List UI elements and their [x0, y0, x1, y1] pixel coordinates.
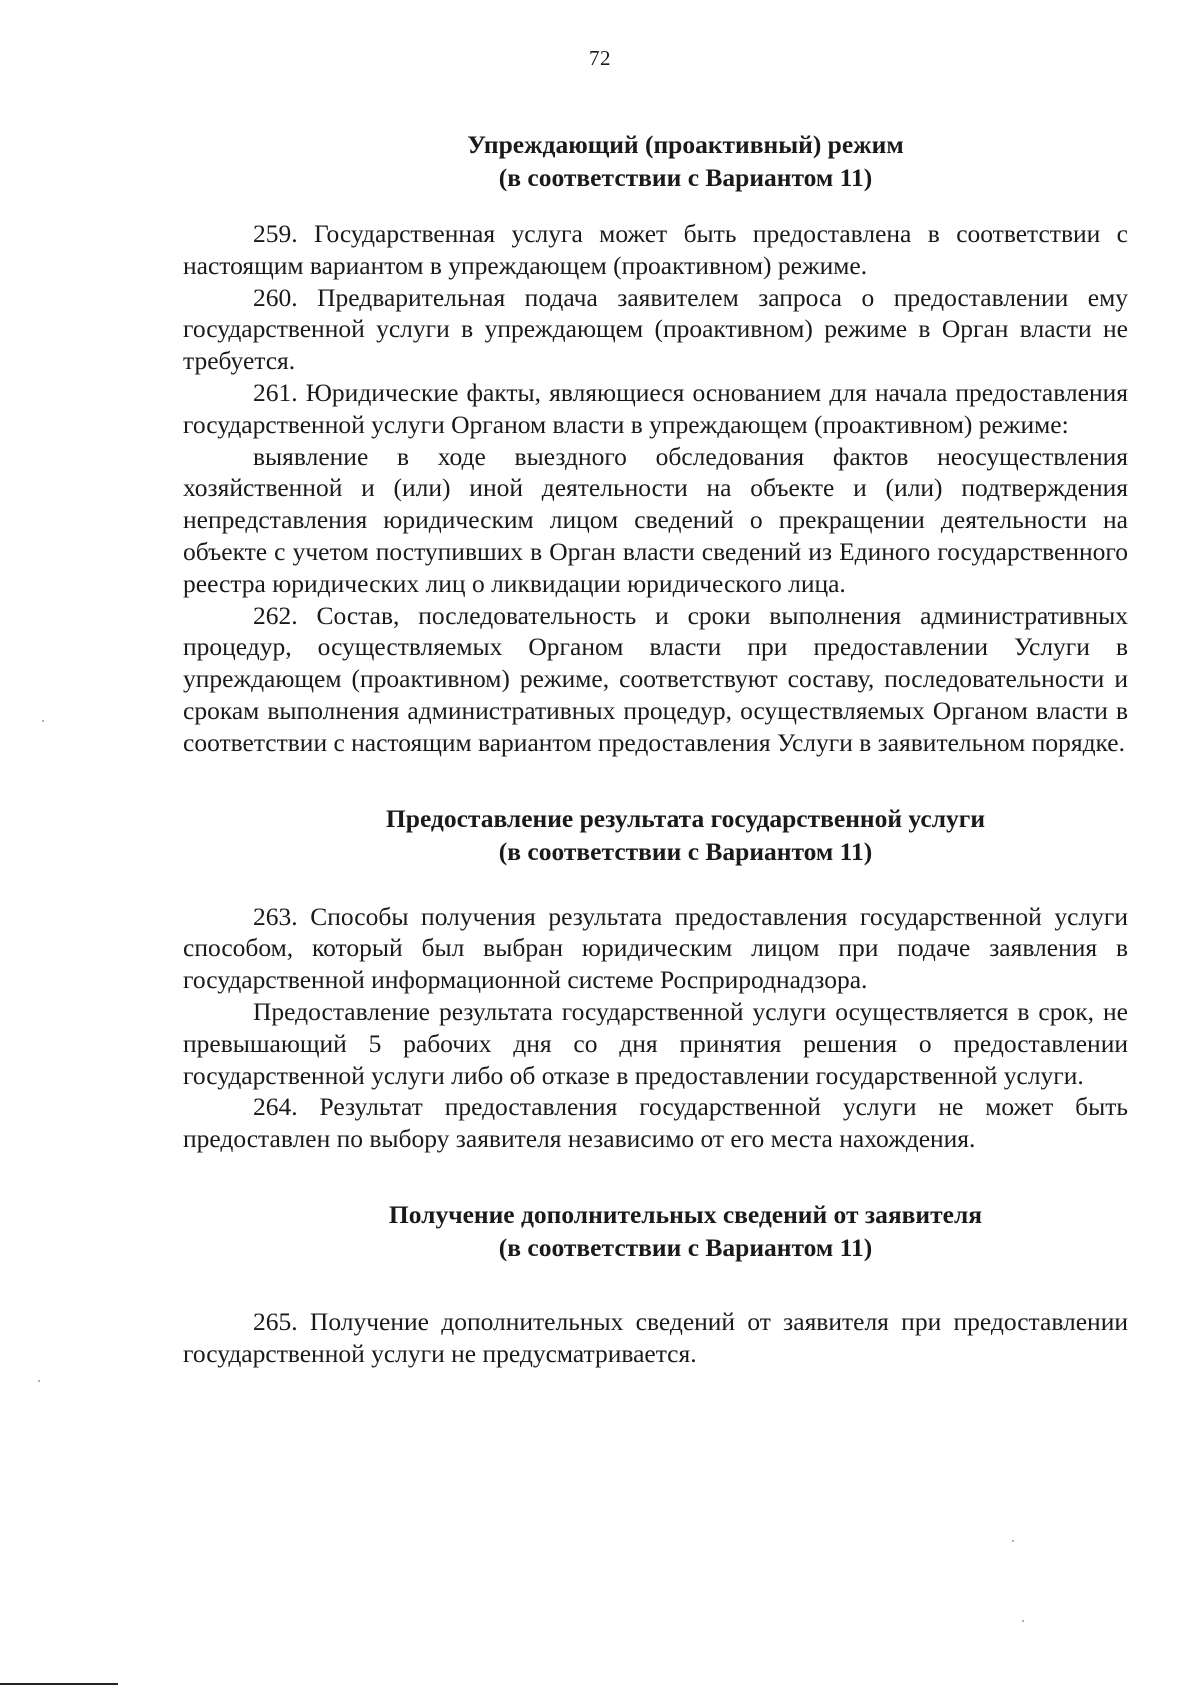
scan-speck [1012, 1540, 1014, 1542]
scan-speck [38, 1380, 40, 1382]
paragraph-263-term: Предоставление результата государственной услуги осуществляется в срок, не превышающий 5 рабочих дня со дня принятия решения о предоставлении государственной услуги либо об отказе в предоставлении государственной услуги. [183, 996, 1128, 1090]
paragraph-261-item: выявление в ходе выездного обследования фактов неосуществления хозяйственной и (или) иной деятельности на объекте и (или) подтверждения непредставления юридическим лицом сведений о прекращении деятельности на объекте с учетом поступивших в Орган власти сведений из Единого государственного реестра юридических лиц о ликвидации юридического лица. [183, 441, 1128, 598]
page-number: 72 [589, 46, 611, 70]
paragraph-259: 259. Государственная услуга может быть предоставлена в соответствии с настоящим вариантом в упреждающем (проактивном) режиме. [183, 219, 1128, 280]
document-body [183, 128, 1128, 1370]
paragraph-262: 262. Состав, последовательность и сроки выполнения административных процедур, осуществляемых Органом власти при предоставлении Услуги в упреждающем (проактивном) режиме, соответствуют составу, последовательности и срокам выполнения административных процедур, осуществляемых Органом власти в соответствии с настоящим вариантом предоставления Услуги в заявительном порядке. [183, 600, 1128, 757]
heading-line: Получение дополнительных сведений от заявителя [388, 1199, 983, 1229]
section-additional-info [183, 1198, 1128, 1370]
heading-line: Упреждающий (проактивный) режим [467, 130, 904, 159]
paragraph-265: 265. Получение дополнительных сведений от заявителя при предоставлении государственной услуги не предусматривается. [183, 1306, 1128, 1368]
paragraph-261: 261. Юридические факты, являющиеся основанием для начала предоставления государственной услуги Органом власти в упреждающем (проактивном) режиме: [183, 377, 1128, 439]
paragraph-260: 260. Предварительная подача заявителем запроса о предоставлении ему государственной услуги в упреждающем (проактивном) режиме в Орган власти не требуется. [183, 282, 1128, 376]
scan-speck [1022, 1620, 1024, 1622]
section-proactive-mode [183, 128, 1128, 759]
heading-line: (в соответствии с Вариантом 11) [498, 163, 873, 192]
section-heading [183, 1198, 1128, 1264]
scan-speck [42, 720, 44, 722]
section-result-delivery [183, 802, 1128, 1155]
scan-artifact-line [0, 1683, 118, 1685]
section-heading [183, 128, 1128, 194]
heading-line: Предоставление результата государственной услуги [385, 803, 986, 833]
paragraph-263: 263. Способы получения результата предоставления государственной услуги способом, который был выбран юридическим лицом при подаче заявления в государственной информационной системе Росприроднадзора. [183, 901, 1128, 995]
heading-line: (в соответствии с Вариантом 11) [498, 1232, 873, 1262]
heading-line: (в соответствии с Вариантом 11) [498, 836, 873, 866]
paragraph-264: 264. Результат предоставления государственной услуги не может быть предоставлен по выбору заявителя независимо от его места нахождения. [183, 1092, 1128, 1154]
section-heading [183, 802, 1128, 868]
